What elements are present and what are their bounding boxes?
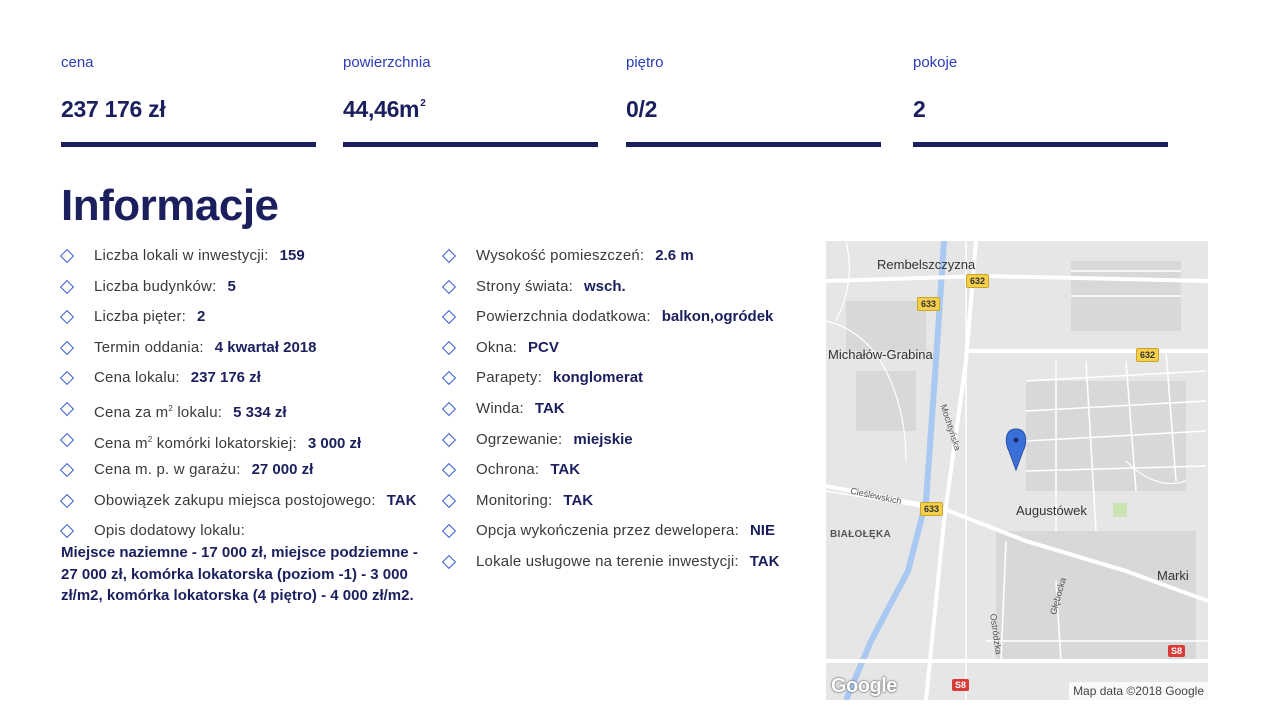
road-badge-s8: S8 bbox=[1168, 645, 1185, 657]
info-item: Opis dodatowy lokalu: bbox=[58, 519, 438, 550]
road-badge-633: 633 bbox=[920, 502, 943, 516]
info-item: Liczba pięter: 2 bbox=[58, 305, 438, 336]
diamond-bullet-icon bbox=[442, 341, 456, 355]
diamond-bullet-icon bbox=[60, 402, 74, 416]
info-item: Cena za $m^2$ lokalu: 5 334 zł bbox=[58, 397, 438, 428]
info-item: Powierzchnia dodatkowa: balkon,ogródek bbox=[440, 305, 810, 336]
info-item: Ochrona: TAK bbox=[440, 458, 810, 489]
info-item: Strony świata: wsch. bbox=[440, 275, 810, 306]
stat-underline bbox=[626, 142, 881, 147]
road-badge-632: 632 bbox=[966, 274, 989, 288]
diamond-bullet-icon bbox=[60, 310, 74, 324]
diamond-bullet-icon bbox=[442, 463, 456, 477]
info-item: Monitoring: TAK bbox=[440, 489, 810, 520]
map-canvas[interactable] bbox=[826, 241, 1208, 700]
map-road-label: Mochtyńska bbox=[938, 403, 963, 452]
diamond-bullet-icon bbox=[442, 402, 456, 416]
info-item: Winda: TAK bbox=[440, 397, 810, 428]
diamond-bullet-icon bbox=[60, 341, 74, 355]
map-label-michalow-grabina: Michałów-Grabina bbox=[828, 347, 933, 362]
info-item: Ogrzewanie: miejskie bbox=[440, 428, 810, 459]
info-list-right bbox=[440, 244, 810, 581]
stat-value: 237 176 zł bbox=[61, 96, 166, 122]
map-road-label: Cieślewskich bbox=[849, 485, 903, 507]
diamond-bullet-icon bbox=[442, 494, 456, 508]
stat-value: 0/2 bbox=[626, 96, 658, 122]
diamond-bullet-icon bbox=[60, 463, 74, 477]
diamond-bullet-icon bbox=[442, 310, 456, 324]
map-label-rembelszczyzna: Rembelszczyzna bbox=[877, 257, 976, 272]
map-label-marki: Marki bbox=[1157, 568, 1189, 583]
info-item: Lokale usługowe na terenie inwestycji: TAK bbox=[440, 550, 810, 581]
info-item: Okna: PCV bbox=[440, 336, 810, 367]
diamond-bullet-icon bbox=[60, 371, 74, 385]
section-heading: Informacje bbox=[61, 181, 279, 230]
stats-row bbox=[61, 54, 1171, 154]
stat-rooms bbox=[913, 54, 1168, 126]
map-label-augustowek: Augustówek bbox=[1016, 503, 1087, 518]
info-list-left bbox=[58, 244, 438, 550]
road-badge-632: 632 bbox=[1136, 348, 1159, 362]
map-road-label: Głębocka bbox=[1048, 576, 1069, 616]
road-badge-s8: S8 bbox=[952, 679, 969, 691]
diamond-bullet-icon bbox=[60, 280, 74, 294]
diamond-bullet-icon bbox=[60, 524, 74, 538]
map-road-label: Ostródzka bbox=[988, 613, 1004, 656]
stat-label: cena bbox=[61, 54, 94, 71]
location-map[interactable] bbox=[826, 241, 1208, 700]
stat-value: $44,46m^2$ bbox=[343, 96, 426, 122]
diamond-bullet-icon bbox=[60, 249, 74, 263]
info-item: Liczba budynków: 5 bbox=[58, 275, 438, 306]
stat-area bbox=[343, 54, 598, 126]
diamond-bullet-icon bbox=[442, 555, 456, 569]
stat-underline bbox=[61, 142, 316, 147]
stat-floor bbox=[626, 54, 881, 126]
diamond-bullet-icon bbox=[442, 249, 456, 263]
stat-value: 2 bbox=[913, 96, 926, 122]
diamond-bullet-icon bbox=[442, 371, 456, 385]
info-item: Cena $m^2$ komórki lokatorskiej: 3 000 zł bbox=[58, 428, 438, 459]
info-item: Cena lokalu: 237 176 zł bbox=[58, 366, 438, 397]
info-item: Termin oddania: 4 kwartał 2018 bbox=[58, 336, 438, 367]
map-label-bialoleka: BIAŁOŁĘKA bbox=[830, 529, 892, 540]
diamond-bullet-icon bbox=[60, 432, 74, 446]
info-item: Liczba lokali w inwestycji: 159 bbox=[58, 244, 438, 275]
info-item: Obowiązek zakupu miejsca postojowego: TAK bbox=[58, 489, 438, 520]
stat-underline bbox=[913, 142, 1168, 147]
map-attribution[interactable]: Map data ©2018 Google bbox=[1069, 682, 1208, 700]
stat-label: powierzchnia bbox=[343, 54, 431, 71]
diamond-bullet-icon bbox=[60, 494, 74, 508]
google-logo[interactable]: Google bbox=[831, 675, 897, 697]
diamond-bullet-icon bbox=[442, 524, 456, 538]
info-item: Parapety: konglomerat bbox=[440, 366, 810, 397]
stat-label: piętro bbox=[626, 54, 664, 71]
info-item: Wysokość pomieszczeń: 2.6 m bbox=[440, 244, 810, 275]
diamond-bullet-icon bbox=[442, 432, 456, 446]
info-item: Opcja wykończenia przez dewelopera: NIE bbox=[440, 519, 810, 550]
stat-price bbox=[61, 54, 316, 126]
stat-underline bbox=[343, 142, 598, 147]
info-item: Cena m. p. w garażu: 27 000 zł bbox=[58, 458, 438, 489]
road-badge-633: 633 bbox=[917, 297, 940, 311]
stat-label: pokoje bbox=[913, 54, 958, 71]
diamond-bullet-icon bbox=[442, 280, 456, 294]
additional-description: Miejsce naziemne - 17 000 zł, miejsce podziemne - 27 000 zł, komórka lokatorska (poziom -1) - 3 000 zł/m2, komórka lokatorska (4 piętro) - 4 000 zł/m2. bbox=[61, 544, 418, 604]
